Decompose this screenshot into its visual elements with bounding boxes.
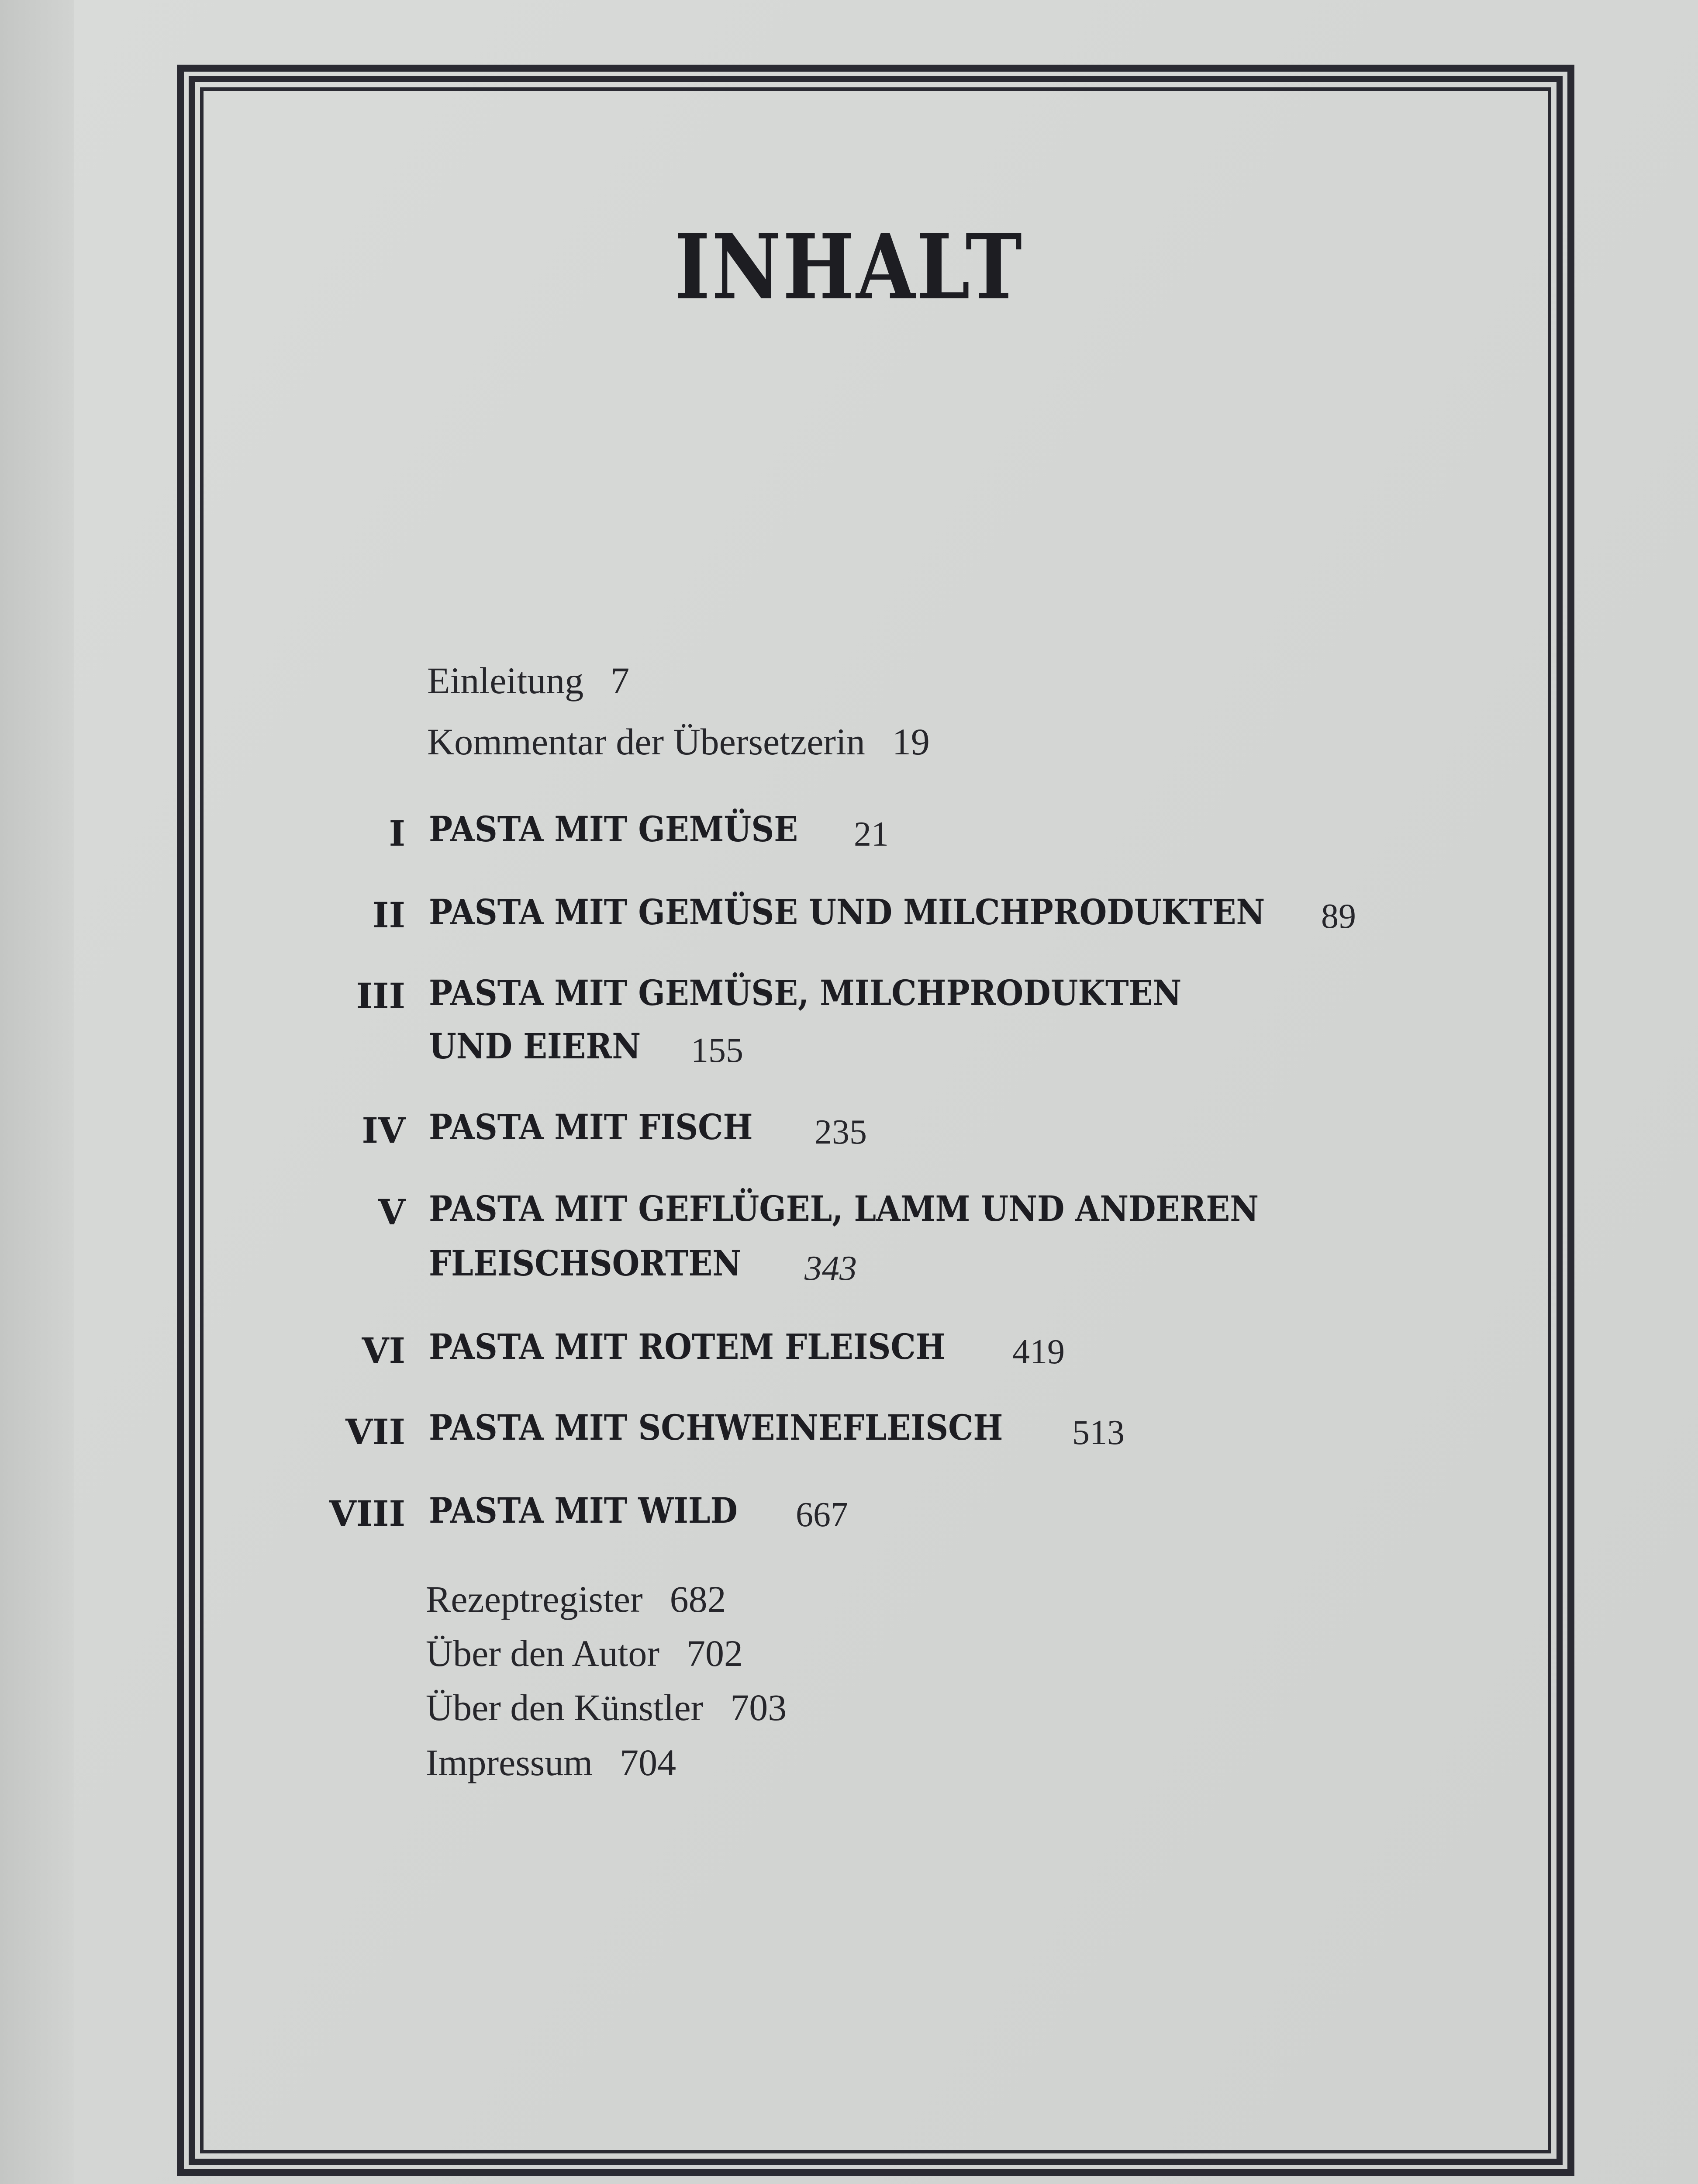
chapter-numeral: II xyxy=(373,895,405,936)
toc-entry-page: 702 xyxy=(686,1632,743,1674)
chapter-title: PASTA MIT GEMÜSE, MILCHPRODUKTEN xyxy=(429,972,1182,1013)
chapter-page: 343 xyxy=(804,1249,857,1288)
chapter-page: 89 xyxy=(1321,897,1356,936)
chapter-numeral: III xyxy=(356,975,405,1016)
chapter-title: PASTA MIT GEMÜSE xyxy=(429,809,798,850)
toc-entry-label: Über den Künstler xyxy=(426,1686,704,1728)
chapter-title: PASTA MIT GEMÜSE UND MILCHPRODUKTEN xyxy=(429,892,1265,933)
chapter-page: 235 xyxy=(814,1113,867,1151)
chapter-title: PASTA MIT SCHWEINEFLEISCH xyxy=(429,1407,1003,1448)
toc-entry-label: Impressum xyxy=(426,1742,593,1783)
chapter-page: 155 xyxy=(691,1031,743,1070)
toc-entry-rezeptregister xyxy=(426,1580,726,1618)
chapter-numeral: VII xyxy=(345,1411,405,1452)
chapter-page: 21 xyxy=(854,815,889,854)
chapter-page: 513 xyxy=(1072,1413,1125,1452)
toc-entry-label: Über den Autor xyxy=(426,1632,659,1674)
toc-entry-page: 703 xyxy=(730,1686,787,1728)
chapter-title: PASTA MIT WILD xyxy=(429,1490,738,1531)
toc-entry-page: 704 xyxy=(620,1742,676,1783)
toc-entry-label: Kommentar der Übersetzerin xyxy=(427,721,865,763)
toc-entry-page: 19 xyxy=(892,721,930,763)
toc-entry-kuenstler xyxy=(426,1686,787,1728)
chapter-title: PASTA MIT FISCH xyxy=(429,1106,753,1147)
page-title: INHALT xyxy=(674,215,1024,320)
toc-entry-impressum xyxy=(426,1744,676,1781)
chapter-numeral: VIII xyxy=(329,1493,405,1534)
chapter-numeral: V xyxy=(378,1192,405,1233)
chapter-numeral: VI xyxy=(362,1330,405,1371)
chapter-numeral: IV xyxy=(362,1110,405,1151)
chapter-title-line-2: FLEISCHSORTEN xyxy=(429,1243,742,1284)
chapter-page: 419 xyxy=(1012,1333,1065,1371)
chapter-page: 667 xyxy=(796,1496,848,1534)
chapter-title: PASTA MIT ROTEM FLEISCH xyxy=(429,1326,946,1367)
toc-entry-einleitung xyxy=(427,660,630,702)
toc-entry-page: 7 xyxy=(611,660,630,702)
chapter-title: PASTA MIT GEFLÜGEL, LAMM UND ANDEREN xyxy=(429,1188,1259,1229)
chapter-title-line-2: UND EIERN xyxy=(429,1026,641,1067)
toc-entry-label: Einleitung xyxy=(427,660,584,702)
toc-entry-page: 682 xyxy=(670,1578,726,1620)
toc-entry-autor xyxy=(426,1632,743,1674)
chapter-numeral: I xyxy=(389,813,405,854)
toc-entry-kommentar xyxy=(427,721,930,763)
toc-entry-label: Rezeptregister xyxy=(426,1578,643,1620)
